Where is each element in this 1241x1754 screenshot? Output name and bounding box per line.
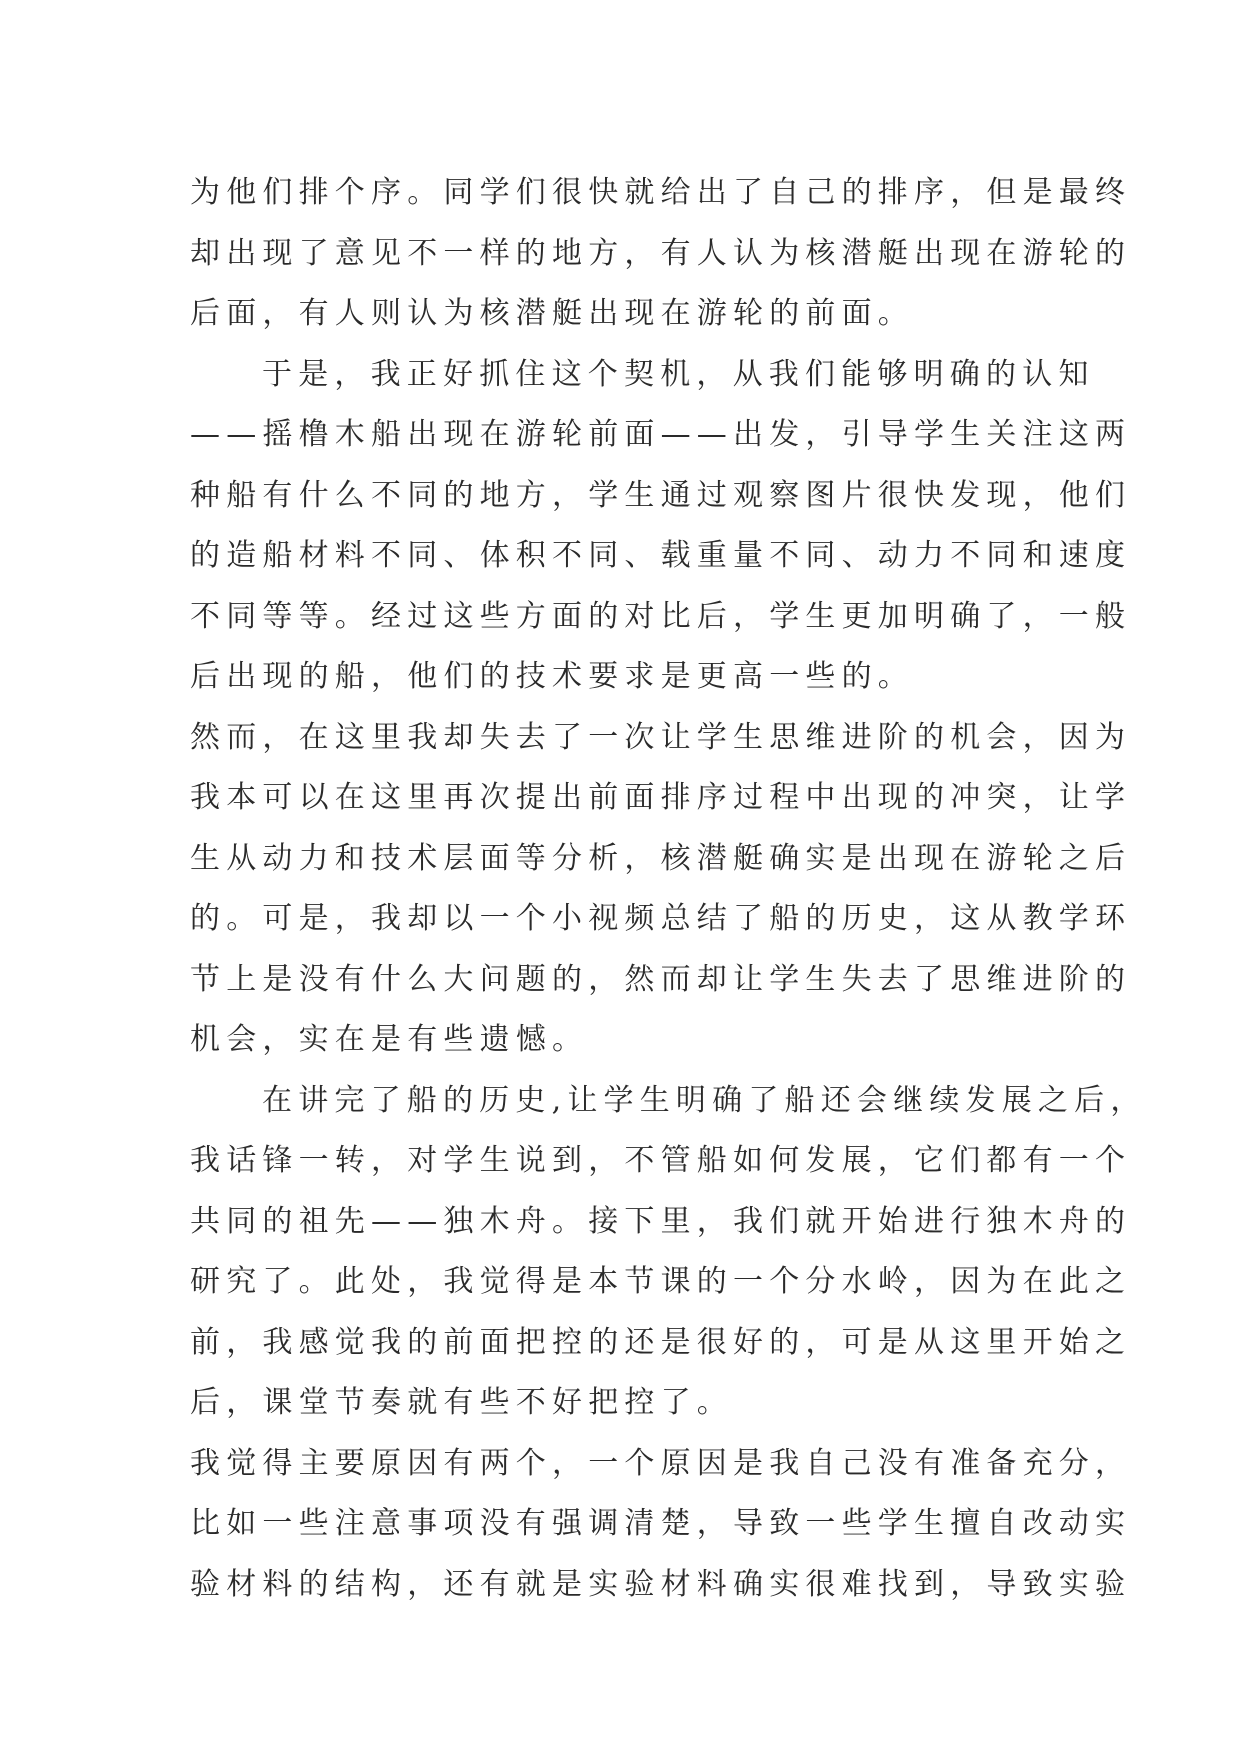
text-line: 我话锋一转，对学生说到，不管船如何发展，它们都有一个 — [190, 1143, 1132, 1178]
text-line: 比如一些注意事项没有强调清楚，导致一些学生擅自改动实 — [190, 1506, 1132, 1541]
text-line: 后出现的船，他们的技术要求是更高一些的。 — [190, 659, 914, 694]
body-paragraph — [190, 163, 1132, 345]
text-line: 在讲完了船的历史,让学生明确了船还会继续发展之后， — [262, 1082, 1147, 1118]
text-line: 我觉得主要原因有两个，一个原因是我自己没有准备充分， — [190, 1445, 1132, 1481]
text-line: 验材料的结构，还有就是实验材料确实很难找到，导致实验 — [190, 1566, 1132, 1602]
body-paragraph — [190, 708, 1132, 1071]
text-line: 我本可以在这里再次提出前面排序过程中出现的冲突，让学 — [190, 780, 1132, 815]
body-paragraph — [190, 1434, 1132, 1616]
text-line: 后，课堂节奏就有些不好把控了。 — [190, 1385, 733, 1420]
text-line: 种船有什么不同的地方，学生通过观察图片很快发现，他们 — [190, 477, 1132, 513]
text-line: 的造船材料不同、体积不同、载重量不同、动力不同和速度 — [190, 538, 1132, 573]
text-line: 然而，在这里我却失去了一次让学生思维进阶的机会，因为 — [190, 719, 1132, 755]
text-line: 机会，实在是有些遗憾。 — [190, 1022, 589, 1057]
text-line: 为他们排个序。同学们很快就给出了自己的排序，但是最终 — [190, 175, 1132, 210]
text-line: 研究了。此处，我觉得是本节课的一个分水岭，因为在此之 — [190, 1264, 1132, 1299]
text-line: 不同等等。经过这些方面的对比后，学生更加明确了，一般 — [190, 598, 1132, 634]
body-paragraph — [190, 1071, 1147, 1434]
text-line: 于是，我正好抓住这个契机，从我们能够明确的认知 — [262, 356, 1095, 392]
document-page — [190, 163, 1147, 1615]
text-line: 生从动力和技术层面等分析，核潜艇确实是出现在游轮之后 — [190, 840, 1132, 876]
text-line: 的。可是，我却以一个小视频总结了船的历史，这从教学环 — [190, 901, 1132, 936]
text-line: 后面，有人则认为核潜艇出现在游轮的前面。 — [190, 296, 914, 331]
text-line: ——摇橹木船出现在游轮前面——出发，引导学生关注这两 — [190, 417, 1132, 452]
text-line: 却出现了意见不一样的地方，有人认为核潜艇出现在游轮的 — [190, 235, 1132, 271]
text-line: 节上是没有什么大问题的，然而却让学生失去了思维进阶的 — [190, 961, 1132, 997]
body-paragraph — [190, 345, 1132, 708]
text-line: 前，我感觉我的前面把控的还是很好的，可是从这里开始之 — [190, 1324, 1132, 1360]
text-line: 共同的祖先——独木舟。接下里，我们就开始进行独木舟的 — [190, 1203, 1132, 1239]
